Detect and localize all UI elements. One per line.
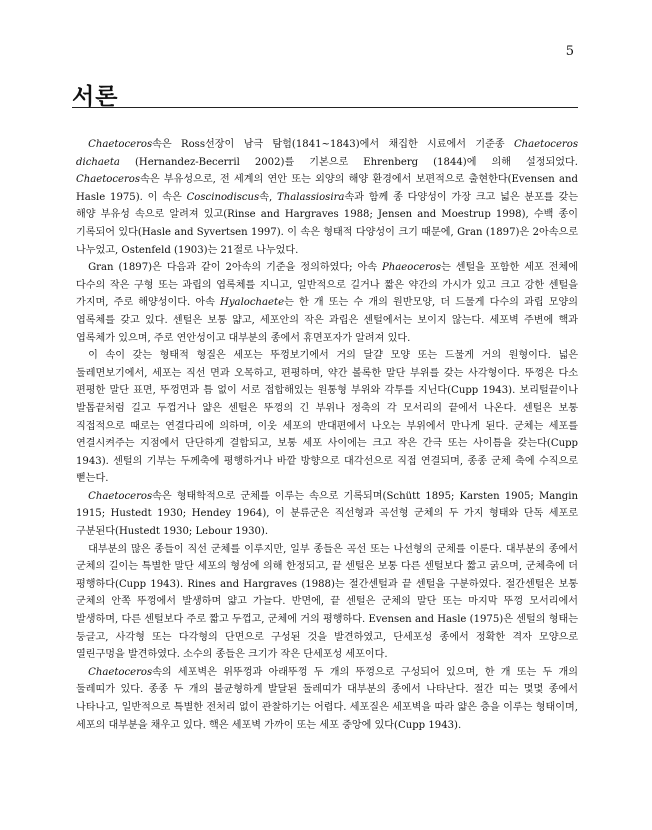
text-run: 대부분의 많은 종들이 직선 군체를 이루지만, 일부 종들은 곡선 또는 나선형의 군체를 이룬다. 대부분의 종에서 군체의 길이는 특별한 말단 세포의 형성에 의해 한정되고, 끝 센털은 보통 다른 센털보다 짧고 굵으며, 군체축에 더 평행하다(Cupp 1943). Rines and Hargraves (1988)는 절간센털과 끝 센털을 구분하였다. 절간센털은 보통 군체의 안쪽 뚜껑에서 발생하며 얇고 가늘다. 반면에, 끝 센털은 군체의 말단 또는 마지막 뚜껑 모서리에서 발생하며, 다른 센털보다 주로 짧고 두껍고, 군체에 거의 평행하다. Evensen and Hasle (1975)은 센털의 형태는 둥글고, 사각형 또는 다각형의 단면으로 구성된 것을 발견하였고, 단세포성 종에서 정확한 격자 모양으로 열린구멍을 발견하였다. 소수의 종들은 크기가 작은 단세포성 세포이다. (76, 543, 578, 661)
italic-term: Chaetoceros dichaeta (76, 139, 578, 168)
text-run: 속의 세포벽은 위뚜껑과 아래뚜껑 두 개의 뚜껑으로 구성되어 있으며, 한 개 또는 두 개의 둘레띠가 있다. 종종 두 개의 불균형하게 발달된 둘레띠가 대부분의 종에서 나타난다. 절간 띠는 몇몇 종에서 나타나고, 일반적으로 특별한 전처리 없이 관찰하기는 어렵다. 세포질은 세포벽을 따라 얇은 층을 이루는 형태이며, 세포의 대부분을 채우고 있다. 핵은 세포벽 가까이 또는 세포 중앙에 있다(Cupp 1943). (76, 666, 578, 731)
text-run: 는 센털을 포함한 세포 전체에 다수의 작은 구형 또는 과립의 엽록체를 지니고, 일반적으로 길거나 짧은 약간의 가시가 있고 크고 강한 센털을 가지며, 주로 해양성이다. 아속 (76, 262, 578, 309)
italic-term: Chaetoceros (88, 490, 153, 502)
paragraph (76, 541, 578, 664)
text-run: 속과 함께 종 다양성이 가장 크고 넓은 분포를 갖는 해양 부유성 속으로 알려져 있고(Rinse and Hargraves 1988; Jensen and Moestrup 1998), 수백 종이 기록되어 있다(Hasle and Syvertsen 1997). 이 속은 형태적 다양성이 크기 때문에, Gran (1897)은 2아속으로 나누었고, Ostenfeld (1903)는 21절로 나누었다. (76, 191, 579, 256)
text-run: (Hernandez-Becerril 2002)를 기본으로 Ehrenberg (1844)에 의해 설정되었다. (119, 156, 578, 168)
italic-term: Chaetoceros (88, 139, 153, 150)
paragraph (76, 488, 578, 541)
paragraph (76, 664, 578, 734)
italic-term: Chaetoceros (76, 174, 141, 186)
italic-term: Thalassiosira (277, 191, 345, 203)
text-run: 속은 Ross선장이 남극 탐험(1841~1843)에서 채집한 시료에서 기준종 (152, 139, 514, 150)
text-run: 이 속이 갖는 형태적 형질은 세포는 뚜껑보기에서 거의 달걀 모양 또는 드물게 거의 원형이다. 넓은 둘레면보기에서, 세포는 직선 면과 오목하고, 편평하며, 약간 볼록한 말단 부위를 갖는 사각형이다. 뚜껑은 다소 편평한 말단 표면, 뚜껑면과 틈 없이 서로 접합해있는 원통형 부위와 각투를 지닌다(Cupp 1943). 보리털끝이나 발톱끝처럼 길고 두껍거나 얇은 센털은 뚜껑의 긴 부위나 정축의 각 모서리의 끝에서 나온다. 센털은 보통 직접적으로 때로는 연결다리에 의하며, 이웃 세포의 반대편에서 나오는 부위에서 만나게 된다. 군체는 세포를 연결시켜주는 지점에서 단단하게 결합되고, 보통 세포 사이에는 크고 작은 간극 또는 사이틈을 갖는다(Cupp 1943). 센털의 기부는 두께축에 평행하거나 바깥 방향으로 대각선으로 직접 연결되며, 종종 군체 축에 수직으로 뻗는다. (76, 350, 578, 485)
italic-term: Phaeoceros (382, 262, 442, 274)
page-number: 5 (565, 44, 574, 59)
italic-term: Hyalochaete (220, 297, 285, 309)
text-run: 속은 형태학적으로 군체를 이루는 속으로 기록되며(Schütt 1895; Karsten 1905; Mangin 1915; Hustedt 1930; Hendey 1964), 이 분류군은 직선형과 곡선형 군체의 두 가지 형태와 단독 세포로 구분된다(Hustedt 1930; Lebour 1930). (76, 490, 578, 538)
chapter-title: 서론 (72, 83, 119, 110)
body-text (76, 136, 578, 734)
paragraph (76, 259, 578, 347)
paragraph (76, 136, 578, 259)
italic-term: Coscinodiscus (186, 191, 260, 203)
title-rule (72, 107, 578, 108)
text-run: 속은 부유성으로, 전 세계의 연안 또는 외양의 해양 환경에서 보편적으로 출현한다(Evensen and Hasle 1975). 이 속은 (76, 174, 578, 203)
italic-term: Chaetoceros (88, 666, 153, 678)
text-run: Gran (1897)은 다음과 같이 2아속의 기준을 정의하였다; 아속 (88, 262, 382, 274)
paragraph (76, 347, 578, 488)
text-run: 속, (259, 191, 278, 203)
text-run: 는 한 개 또는 수 개의 원반모양, 더 드물게 다수의 과립 모양의 엽록체를 갖고 있다. 센털은 보통 얇고, 세포안의 작은 과립은 센털에서는 보이지 않는다. 세포벽 주변에 핵과 엽록체가 있으며, 주로 연안성이고 대부분의 종에서 휴면포자가 알려져 있다. (76, 297, 578, 344)
